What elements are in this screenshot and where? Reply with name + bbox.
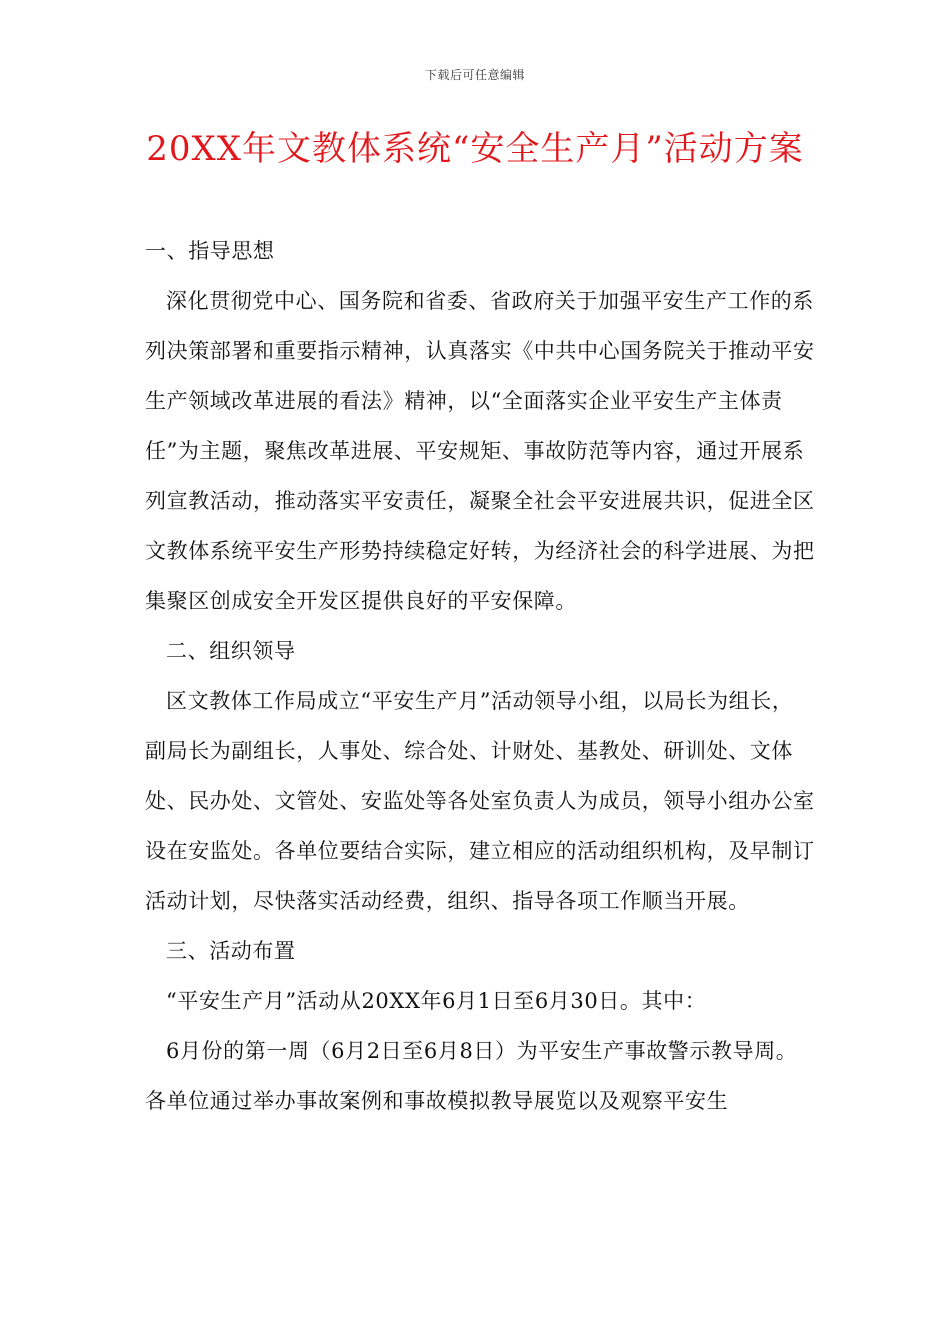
- section-heading-guiding-thought: 一、指导思想: [145, 239, 275, 263]
- document-body: [145, 226, 815, 1126]
- paragraph-activity-period: “平安生产月”活动从20XX年6月1日至6月30日。其中：: [166, 989, 707, 1013]
- document-title: 20XX年文教体系统“安全生产月”活动方案: [146, 129, 804, 169]
- paragraph-organization: 区文教体工作局成立“平安生产月”活动领导小组，以局长为组长，副局长为副组长，人事处、综合处、计财处、基教处、研训处、文体处、民办处、文管处、安监处等各处室负责人为成员，领导小组办公室设在安监处。各单位要结合实际，建立相应的活动组织机构，及早制订活动计划，尽快落实活动经费，组织、指导各项工作顺当开展。: [145, 689, 815, 913]
- paragraph-guiding-thought: 深化贯彻党中心、国务院和省委、省政府关于加强平安生产工作的系列决策部署和重要指示精神，认真落实《中共中心国务院关于推动平安生产领域改革进展的看法》精神，以“全面落实企业平安生产主体责任”为主题，聚焦改革进展、平安规矩、事故防范等内容，通过开展系列宣教活动，推动落实平安责任，凝聚全社会平安进展共识，促进全区文教体系统平安生产形势持续稳定好转，为经济社会的科学进展、为把集聚区创成安全开发区提供良好的平安保障。: [145, 289, 815, 613]
- paragraph-first-week: 6月份的第一周（6月2日至6月8日）为平安生产事故警示教导周。各单位通过举办事故案例和事故模拟教导展览以及观察平安生: [145, 1039, 798, 1113]
- section-heading-organization: 二、组织领导: [166, 639, 296, 663]
- header-note: 下载后可任意编辑: [424, 68, 525, 82]
- section-heading-activity-arrangement: 三、活动布置: [166, 939, 296, 963]
